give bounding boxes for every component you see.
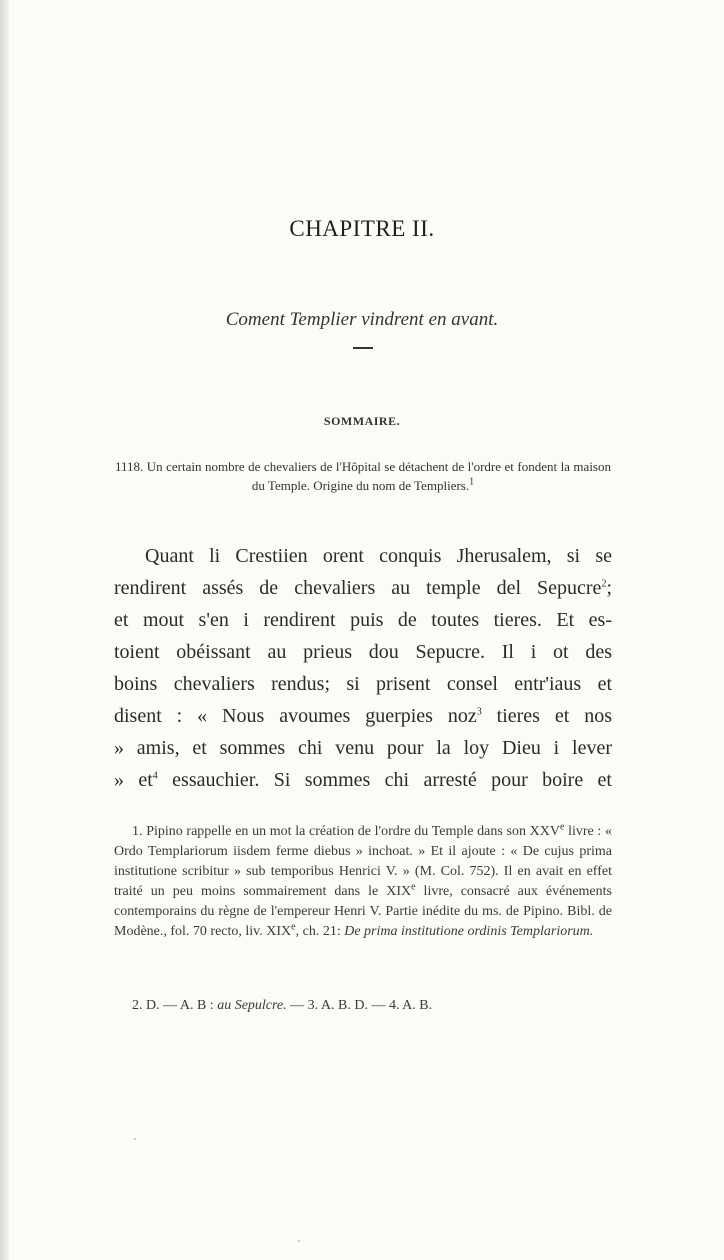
text-line: et mout s'en i rendirent puis de toutes tieres. Et es- [114,609,612,631]
paper-speck [134,1138,136,1140]
paper-speck [298,1240,300,1242]
footnote-number: 1. [132,824,143,839]
main-text [114,540,612,796]
text-line: disent : « Nous avoumes guerpies noz$^3$ tieres et nos [114,705,613,727]
text-line: » amis, et sommes chi venu pour la loy Dieu i lever [114,737,612,759]
text-line: rendirent assés de chevaliers au temple del Sepucre$^2$; [114,577,612,599]
footnote-1: 1. Pipino rappelle en un mot la création de l'ordre du Temple dans son XXVe livre : « Ordo Templariorum iisdem ferme diebus » inchoat. » Et il ajoute : « De cujus prima institutione scribitur » sub temporibus Henrici V. » (M. Col. 752). Il en avait en effet traité un peu moins sommairement dans le XIXe livre, consacré aux événements contemporains du règne de l'empereur Henri V. Partie inédite du ms. de Pipino. Bibl. de Modène., fol. 70 recto, liv. XIXe, ch. 21: De prima institutione ordinis Templariorum. [114,821,613,939]
footnote-variants: 2. D. — A. B : au Sepulcre. — 3. A. B. D. — 4. A. B. [132,998,433,1013]
sommaire-body: 1118. Un certain nombre de chevaliers de l'Hôpital se détachent de l'ordre et fondent la maison du Temple. Origine du nom de Templiers. [115,459,611,493]
text-line: boins chevaliers rendus; si prisent consel entr'iaus et [114,673,612,695]
separator-dash [353,347,373,349]
chapter-subtitle: Coment Templier vindrent en avant. [225,309,499,330]
text-line: toient obéissant au prieus dou Sepucre. Il i ot des [114,641,612,663]
sommaire-note-ref: 1 [469,476,475,488]
page-gutter [0,0,9,1260]
sommaire-heading: SOMMAIRE. [323,414,401,428]
sommaire-text [115,457,611,495]
chapter-title: CHAPITRE II. [289,216,435,241]
text-line: Quant li Crestiien orent conquis Jherusalem, si se [145,545,612,567]
text-line: » $et^4$ essauchier. Si sommes chi arresté pour boire et [114,769,612,791]
